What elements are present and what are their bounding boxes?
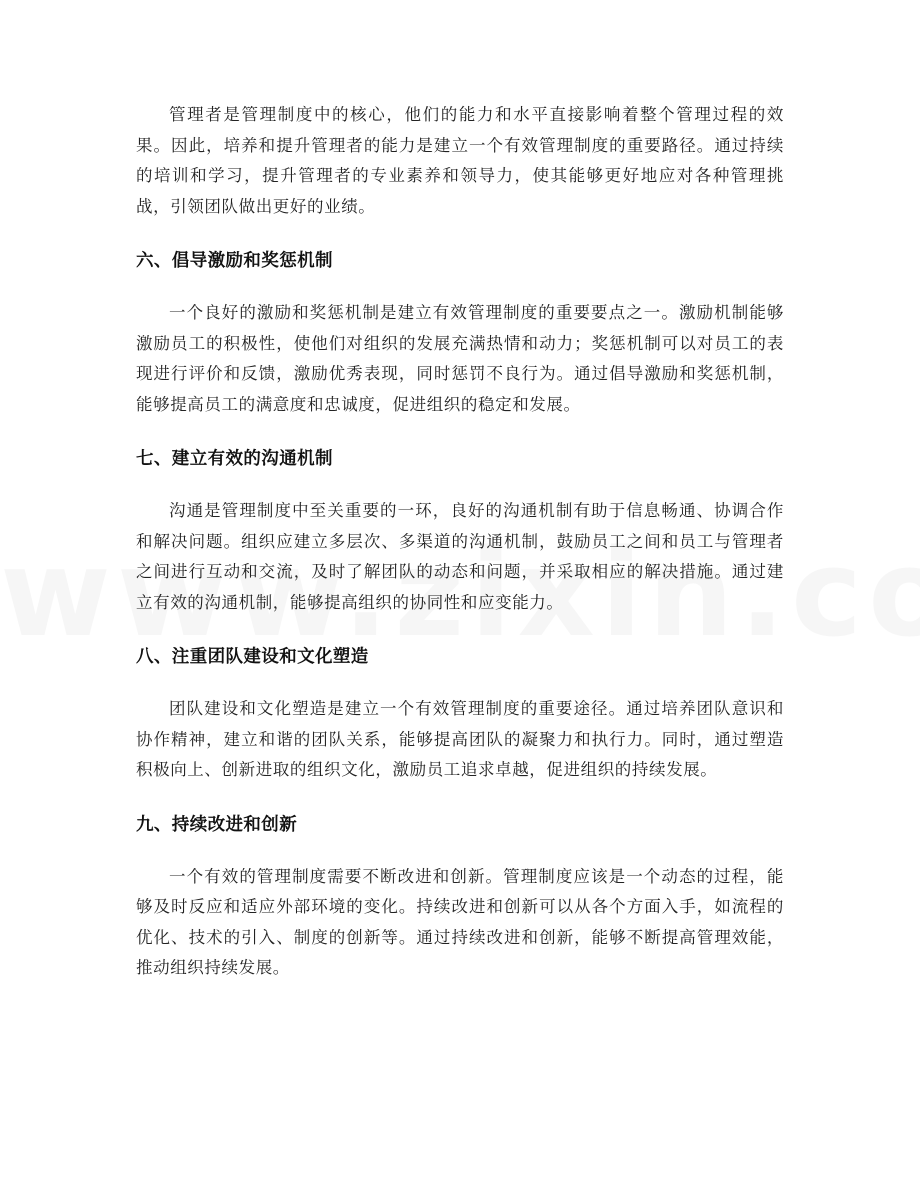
section-8-paragraph: 团队建设和文化塑造是建立一个有效管理制度的重要途径。通过培养团队意识和协作精神，建立和谐的团队关系，能够提高团队的凝聚力和执行力。同时，通过塑造积极向上、创新进取的组织文化，激励员工追求卓越，促进组织的持续发展。 bbox=[136, 699, 784, 779]
section-6-paragraph: 一个良好的激励和奖惩机制是建立有效管理制度的重要要点之一。激励机制能够激励员工的积极性，使他们对组织的发展充满热情和动力；奖惩机制可以对员工的表现进行评价和反馈，激励优秀表现，同时惩罚不良行为。通过倡导激励和奖惩机制，能够提高员工的满意度和忠诚度，促进组织的稳定和发展。 bbox=[136, 303, 784, 414]
section-8-heading: 八、注重团队建设和文化塑造 bbox=[136, 647, 369, 667]
section-9-paragraph: 一个有效的管理制度需要不断改进和创新。管理制度应该是一个动态的过程，能够及时反应和适应外部环境的变化。持续改进和创新可以从各个方面入手，如流程的优化、技术的引入、制度的创新等。通过持续改进和创新，能够不断提高管理效能，推动组织持续发展。 bbox=[136, 866, 784, 977]
section-7-heading: 七、建立有效的沟通机制 bbox=[136, 449, 333, 469]
section-9-heading: 九、持续改进和创新 bbox=[136, 814, 298, 835]
intro-paragraph: 管理者是管理制度中的核心，他们的能力和水平直接影响着整个管理过程的效果。因此，培养和提升管理者的能力是建立一个有效管理制度的重要路径。通过持续的培训和学习，提升管理者的专业素养和领导力，使其能够更好地应对各种管理挑战，引领团队做出更好的业绩。 bbox=[136, 105, 784, 216]
section-7-paragraph: 沟通是管理制度中至关重要的一环，良好的沟通机制有助于信息畅通、协调合作和解决问题。组织应建立多层次、多渠道的沟通机制，鼓励员工之间和员工与管理者之间进行互动和交流，及时了解团队的动态和问题，并采取相应的解决措施。通过建立有效的沟通机制，能够提高组织的协同性和应变能力。 bbox=[136, 501, 784, 612]
section-6-heading: 六、倡导激励和奖惩机制 bbox=[136, 251, 333, 271]
